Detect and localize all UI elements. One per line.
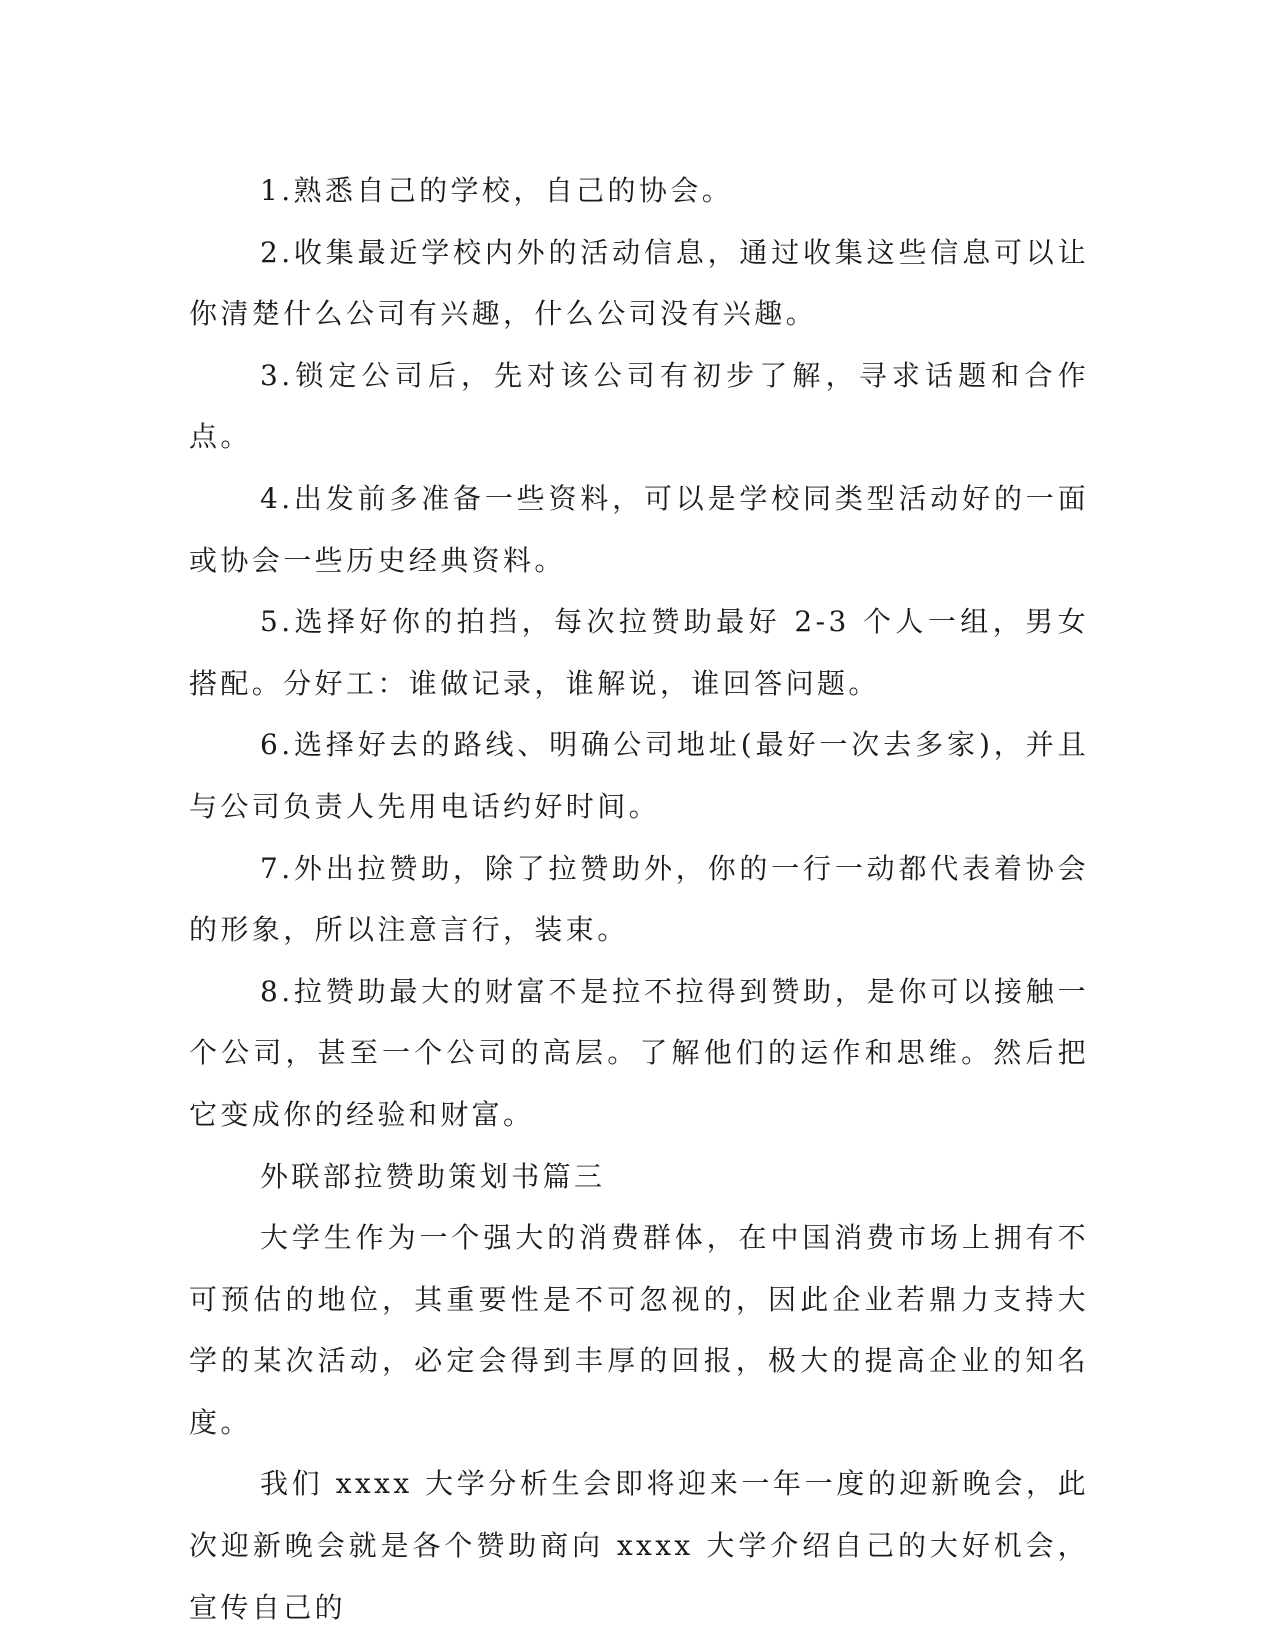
paragraph-6: 6.选择好去的路线、明确公司地址(最好一次去多家)，并且与公司负责人先用电话约好时间。 <box>189 728 1089 823</box>
paragraph-7: 7.外出拉赞助，除了拉赞助外，你的一行一动都代表着协会的形象，所以注意言行，装束。 <box>189 851 1089 947</box>
section-paragraph-2: 我们 xxxx 大学分析生会即将迎来一年一度的迎新晚会，此次迎新晚会就是各个赞助商向 xxxx 大学介绍自己的大好机会，宣传自己的 <box>189 1467 1089 1624</box>
paragraph-5: 5.选择好你的拍挡，每次拉赞助最好 2-3 个人一组，男女搭配。分好工：谁做记录，谁解说，谁回答问题。 <box>189 605 1089 700</box>
paragraph-4: 4.出发前多准备一些资料，可以是学校同类型活动好的一面或协会一些历史经典资料。 <box>189 481 1089 577</box>
document-body <box>189 160 1089 1638</box>
section-heading: 外联部拉赞助策划书篇三 <box>260 1159 606 1193</box>
paragraph-3: 3.锁定公司后，先对该公司有初步了解，寻求话题和合作点。 <box>189 358 1089 454</box>
paragraph-8: 8.拉赞助最大的财富不是拉不拉得到赞助，是你可以接触一个公司，甚至一个公司的高层。了解他们的运作和思维。然后把它变成你的经验和财富。 <box>189 974 1089 1131</box>
paragraph-2: 2.收集最近学校内外的活动信息，通过收集这些信息可以让你清楚什么公司有兴趣，什么公司没有兴趣。 <box>189 235 1089 331</box>
paragraph-1: 1.熟悉自己的学校，自己的协会。 <box>260 174 734 207</box>
section-paragraph-1: 大学生作为一个强大的消费群体，在中国消费市场上拥有不可预估的地位，其重要性是不可忽视的，因此企业若鼎力支持大学的某次活动，必定会得到丰厚的回报，极大的提高企业的知名度。 <box>189 1221 1089 1439</box>
